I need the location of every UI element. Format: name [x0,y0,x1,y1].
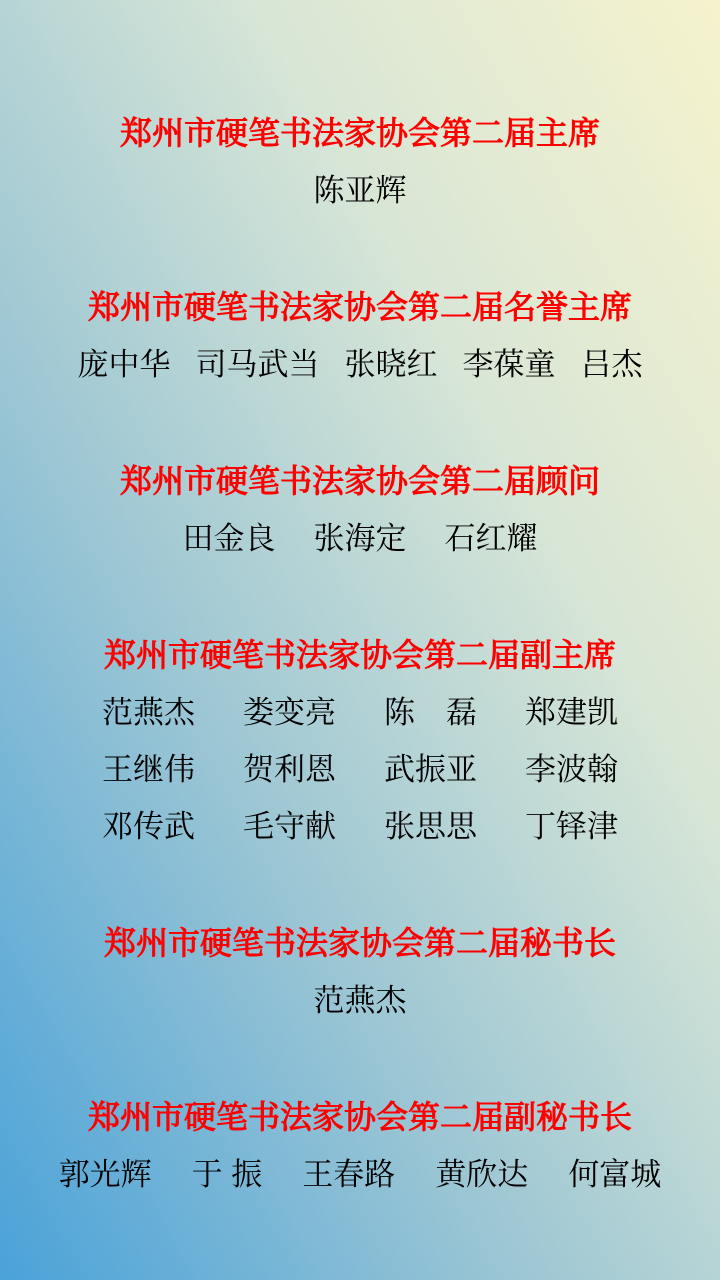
member-name: 郭光辉 [58,1157,152,1192]
member-name: 范燕杰 [313,983,407,1018]
member-name: 田金良 [182,521,276,556]
section-heading: 郑州市硬笔书法家协会第二届秘书长 [103,924,616,961]
member-name: 黄欣达 [435,1157,529,1192]
member-name: 何富城 [568,1157,662,1192]
member-name: 陈 磊 [384,695,477,730]
member-name: 王春路 [302,1157,396,1192]
section-heading: 郑州市硬笔书法家协会第二届副主席 [103,636,616,673]
section-advisors [0,450,720,564]
member-name: 娄变亮 [243,695,336,730]
member-name: 于 振 [191,1157,263,1192]
member-name: 李波翰 [525,752,618,787]
member-name: 张海定 [313,521,407,556]
member-name-row [0,738,720,795]
member-name: 石红耀 [444,521,538,556]
section-chairman [0,102,720,216]
member-name: 郑建凯 [525,695,618,730]
member-name: 司马武当 [195,347,320,382]
member-name-row [0,507,720,564]
member-name-row [0,681,720,738]
member-name: 范燕杰 [102,695,195,730]
section-secretary-general [0,912,720,1026]
member-name: 吕杰 [580,347,643,382]
member-name: 王继伟 [102,752,195,787]
member-name-row [0,333,720,390]
member-name: 丁铎津 [525,809,618,844]
member-name: 庞中华 [77,347,171,382]
member-name: 邓传武 [102,809,195,844]
section-heading: 郑州市硬笔书法家协会第二届副秘书长 [87,1098,632,1135]
member-name-row [0,969,720,1026]
member-name: 张思思 [384,809,477,844]
member-name-row [0,795,720,852]
member-name: 毛守献 [243,809,336,844]
member-name-row [0,1143,720,1200]
section-heading: 郑州市硬笔书法家协会第二届名誉主席 [87,288,632,325]
section-heading: 郑州市硬笔书法家协会第二届主席 [119,114,600,151]
member-name: 贺利恩 [243,752,336,787]
section-heading: 郑州市硬笔书法家协会第二届顾问 [119,462,600,499]
member-name-row [0,159,720,216]
section-honorary-chairmen [0,276,720,390]
member-name: 李葆童 [462,347,556,382]
member-name: 武振亚 [384,752,477,787]
section-vice-chairmen [0,624,720,852]
member-name: 陈亚辉 [313,173,407,208]
member-name: 张晓红 [344,347,438,382]
section-deputy-secretaries-general [0,1086,720,1200]
